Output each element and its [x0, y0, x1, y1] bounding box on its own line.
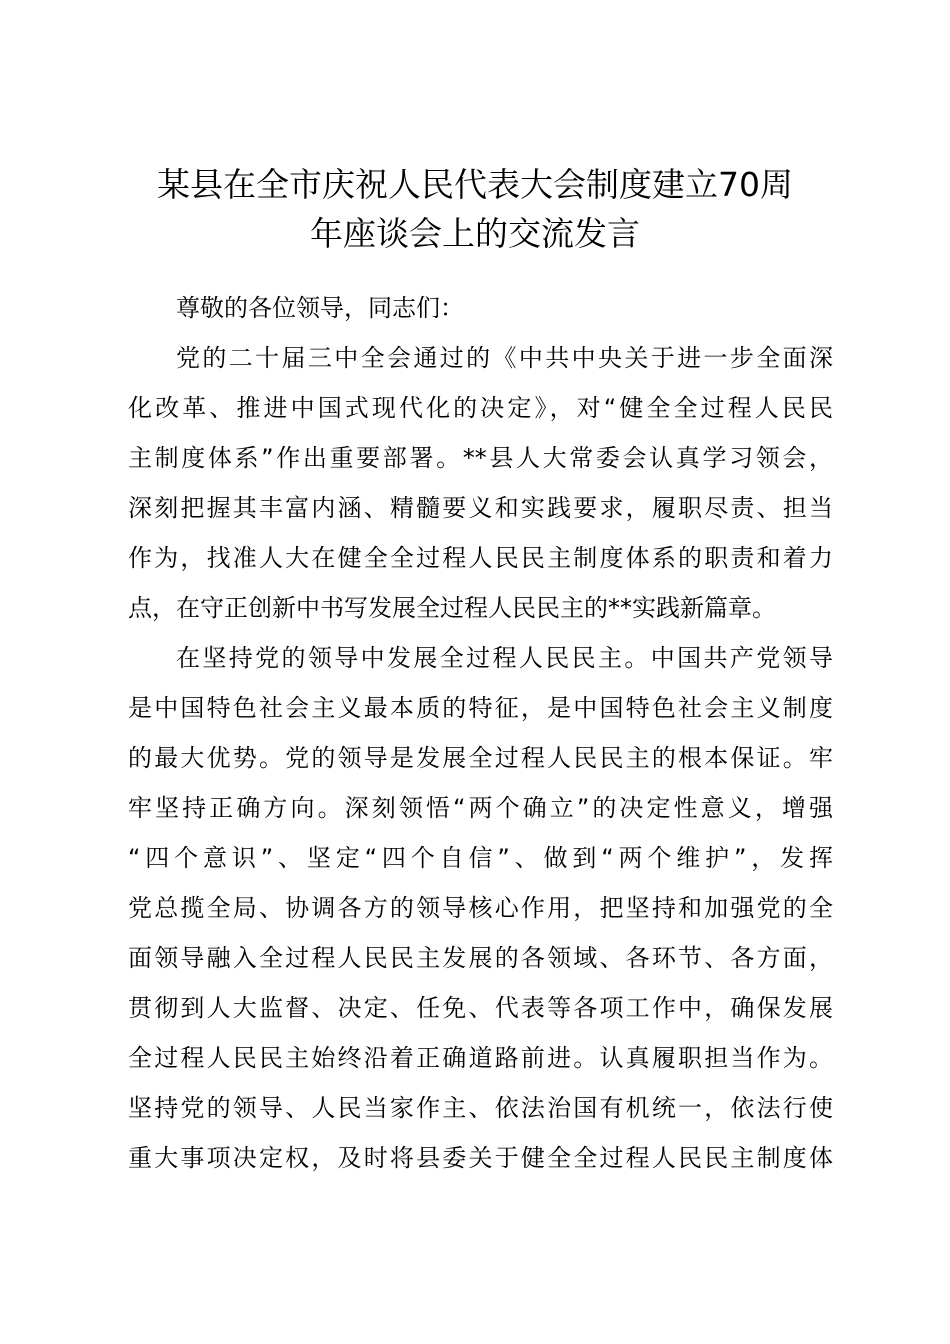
- paragraph-line: “四个意识”、坚定“四个自信”、做到“两个维护”，发挥: [128, 844, 833, 872]
- paragraph-line: 牢坚持正确方向。深刻领悟“两个确立”的决定性意义，增强: [128, 794, 833, 822]
- paragraph-line: 是中国特色社会主义最本质的特征，是中国特色社会主义制度: [128, 694, 833, 722]
- title-line-1: 某县在全市庆祝人民代表大会制度建立70周: [157, 165, 793, 204]
- paragraph-line: 在坚持党的领导中发展全过程人民民主。中国共产党领导: [176, 644, 833, 672]
- paragraph-line: 面领导融入全过程人民民主发展的各领域、各环节、各方面，: [128, 944, 833, 972]
- paragraph-line: 点，在守正创新中书写发展全过程人民民主的**实践新篇章。: [128, 594, 776, 622]
- paragraph-line: 主制度体系”作出重要部署。**县人大常委会认真学习领会，: [128, 444, 833, 472]
- paragraph-line: 全过程人民民主始终沿着正确道路前进。认真履职担当作为。: [128, 1044, 833, 1072]
- paragraph-line: 重大事项决定权，及时将县委关于健全全过程人民民主制度体: [128, 1144, 833, 1172]
- paragraph-2: [128, 633, 833, 1183]
- paragraph-line: 作为，找准人大在健全全过程人民民主制度体系的职责和着力: [128, 544, 833, 572]
- salutation-text: 尊敬的各位领导，同志们：: [176, 294, 464, 322]
- paragraph-line: 的最大优势。党的领导是发展全过程人民民主的根本保证。牢: [128, 744, 833, 772]
- paragraph-line: 党总揽全局、协调各方的领导核心作用，把坚持和加强党的全: [128, 894, 833, 922]
- salutation: [128, 283, 833, 333]
- paragraph-line: 深刻把握其丰富内涵、精髓要义和实践要求，履职尽责、担当: [128, 494, 833, 522]
- document-body: [128, 283, 833, 1183]
- paragraph-line: 化改革、推进中国式现代化的决定》，对“健全全过程人民民: [128, 394, 833, 422]
- paragraph-line: 贯彻到人大监督、决定、任免、代表等各项工作中，确保发展: [128, 994, 833, 1022]
- document-title: [110, 160, 840, 258]
- title-line-2: 年座谈会上的交流发言: [310, 214, 640, 253]
- paragraph-line: 党的二十届三中全会通过的《中共中央关于进一步全面深: [176, 344, 833, 372]
- paragraph-line: 坚持党的领导、人民当家作主、依法治国有机统一，依法行使: [128, 1094, 833, 1122]
- paragraph-1: [128, 333, 833, 633]
